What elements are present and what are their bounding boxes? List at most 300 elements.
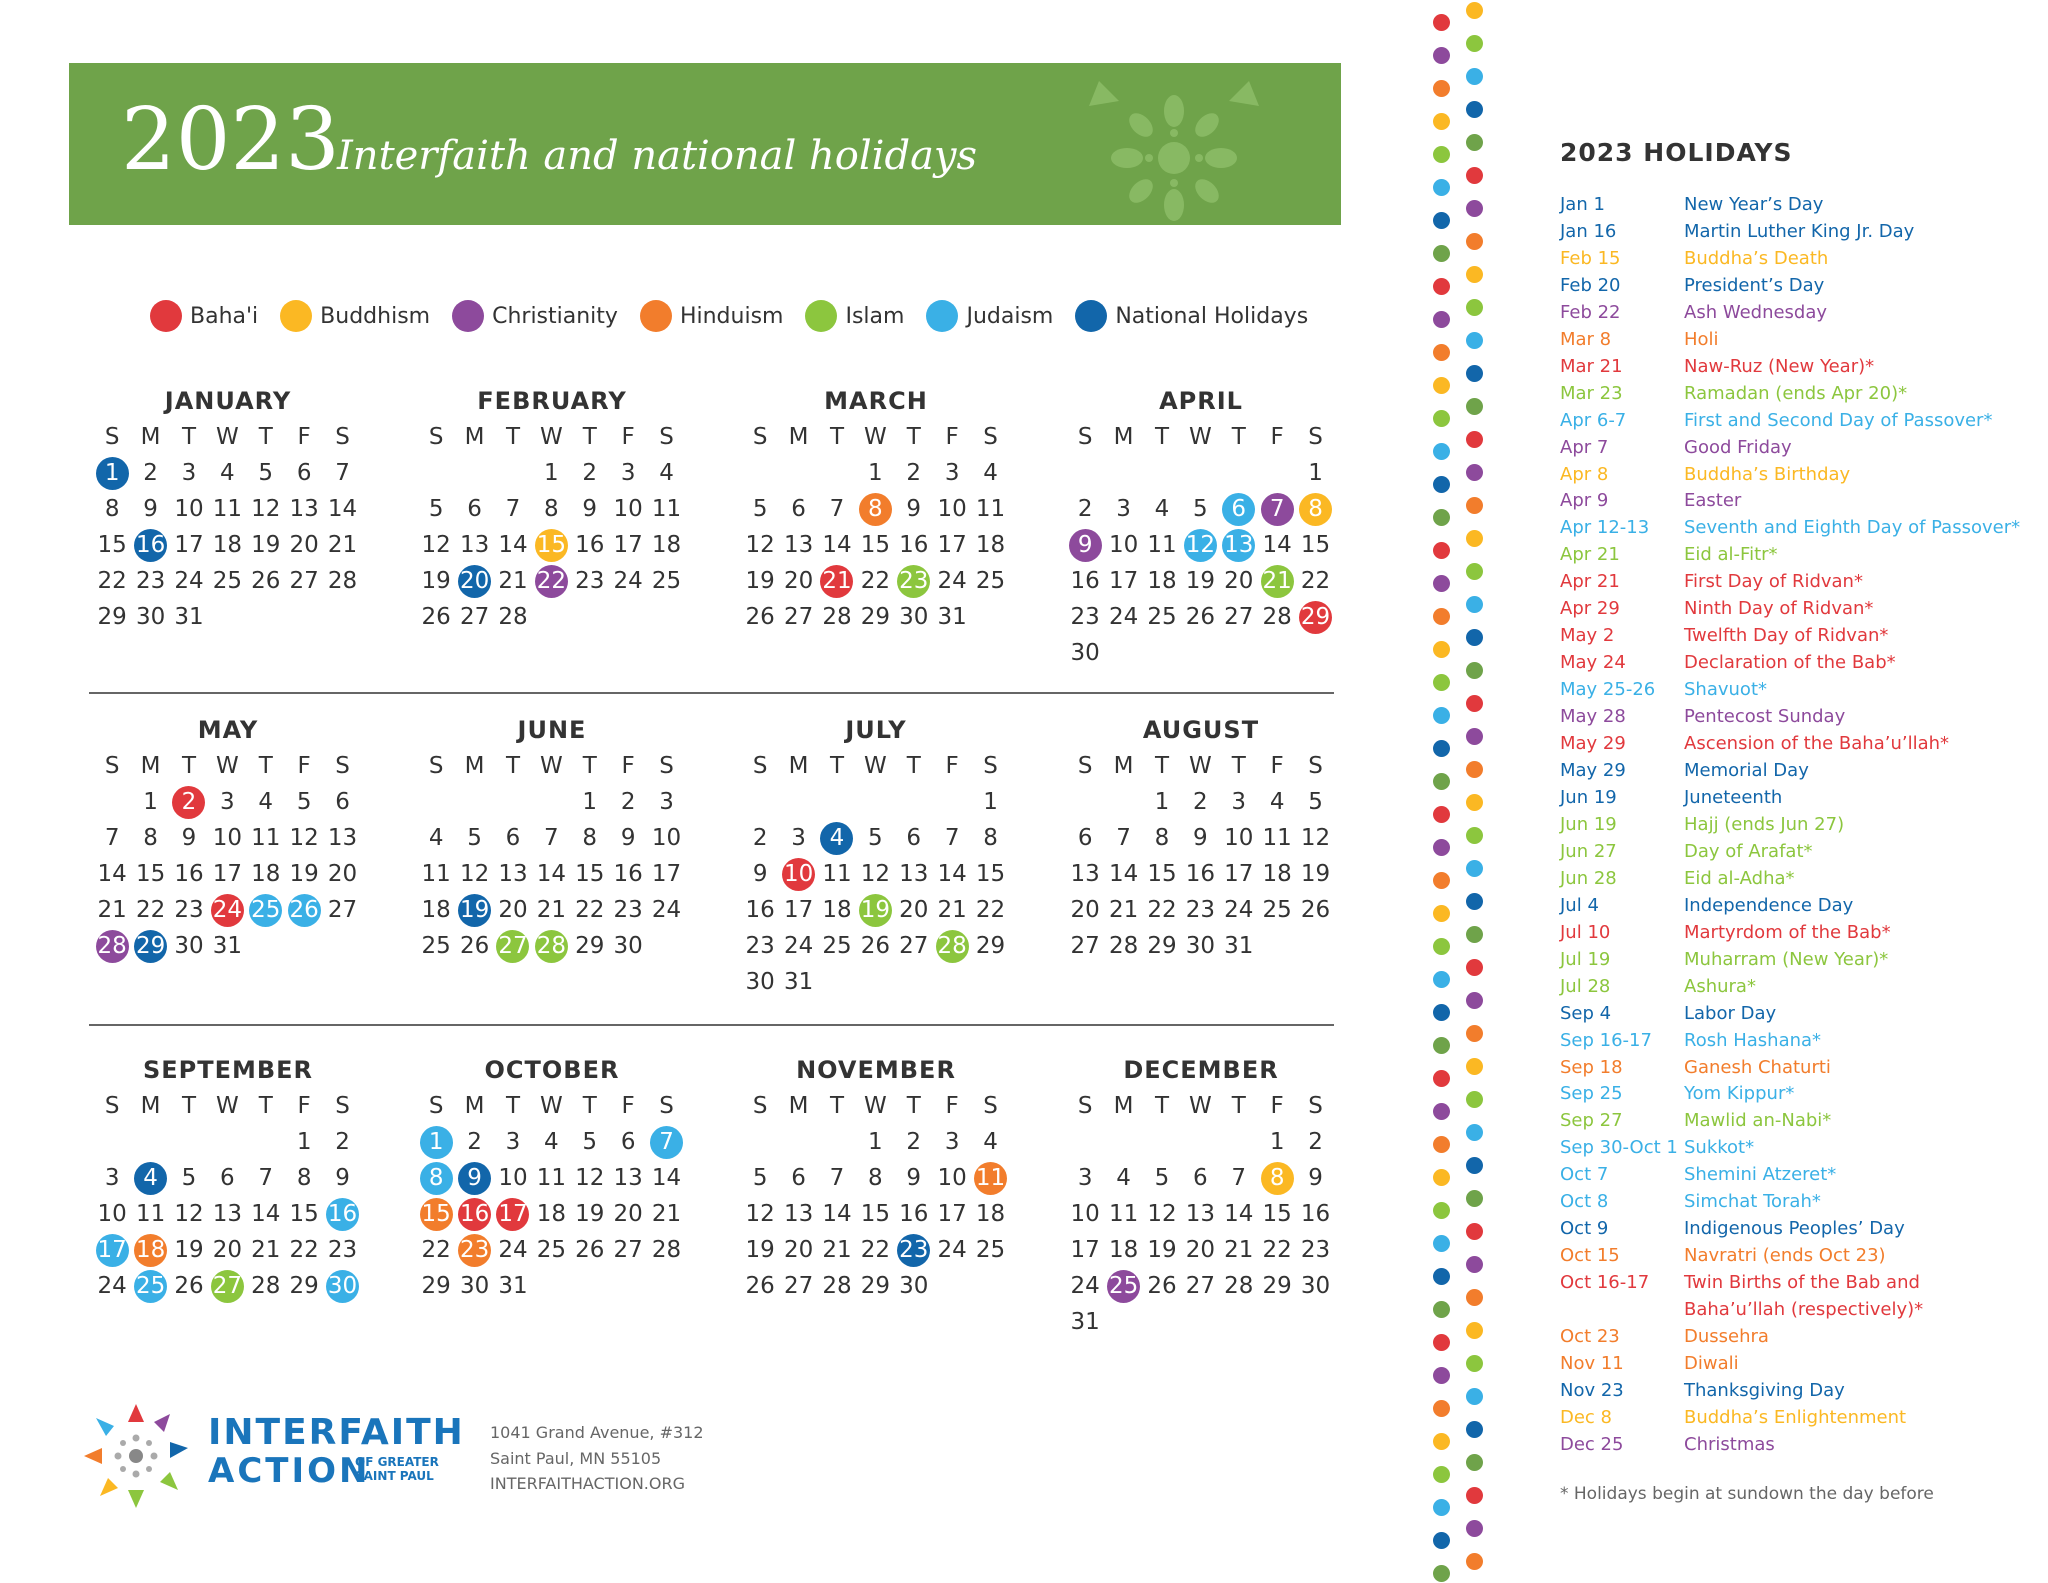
day-number: 12 — [745, 532, 775, 558]
day-number: 12 — [1147, 1201, 1177, 1227]
empty-day — [1066, 784, 1104, 820]
day-cell — [779, 856, 817, 892]
holiday-row — [1560, 1189, 2040, 1216]
weekday-header: F — [1270, 424, 1284, 450]
day-cell — [971, 1232, 1009, 1268]
decorative-dot — [1433, 1235, 1450, 1252]
day-number: 9 — [1193, 825, 1208, 851]
holiday-date: Apr 9 — [1560, 490, 1609, 512]
holiday-day-bahai: 10 — [782, 858, 815, 891]
day-number: 28 — [651, 1237, 682, 1263]
day-number: 5 — [181, 1165, 197, 1191]
day-cell — [532, 455, 570, 491]
day-cell — [779, 1268, 817, 1304]
day-cell — [571, 1124, 609, 1160]
day-cell — [1181, 1268, 1219, 1304]
day-cell — [285, 1232, 323, 1268]
holiday-day-buddhism: 8 — [1299, 493, 1332, 526]
day-cell — [455, 527, 493, 563]
holiday-row — [1560, 893, 2040, 920]
day-cell — [741, 599, 779, 635]
day-cell — [933, 491, 971, 527]
day-cell — [856, 856, 894, 892]
day-number: 25 — [421, 933, 451, 959]
day-number: 4 — [1154, 496, 1170, 522]
day-number: 10 — [498, 1165, 528, 1191]
holiday-date: Oct 7 — [1560, 1164, 1609, 1186]
day-number: 24 — [937, 1237, 967, 1263]
day-number: 11 — [822, 861, 852, 887]
day-cell — [285, 856, 323, 892]
day-number: 31 — [212, 933, 242, 959]
day-cell — [93, 820, 131, 856]
day-cell — [170, 1196, 208, 1232]
day-number: 6 — [791, 496, 806, 522]
day-cell — [609, 527, 647, 563]
day-cell — [571, 1232, 609, 1268]
holiday-name: Eid al-Adha* — [1684, 867, 1795, 889]
day-number: 17 — [783, 897, 814, 923]
decorative-dot — [1433, 773, 1450, 790]
day-number: 22 — [860, 568, 890, 594]
day-number: 3 — [944, 460, 960, 486]
decorative-dot — [1466, 1025, 1483, 1042]
weekday-header: S — [335, 753, 350, 779]
day-number: 29 — [1147, 933, 1177, 959]
day-cell — [208, 1160, 246, 1196]
day-cell — [208, 856, 246, 892]
decorative-dot — [1466, 35, 1483, 52]
day-cell — [285, 491, 323, 527]
day-cell — [1181, 599, 1219, 635]
day-number: 13 — [899, 861, 929, 887]
holiday-day-islam: 19 — [859, 894, 892, 927]
day-cell — [1104, 1232, 1142, 1268]
decorative-dot — [1466, 596, 1483, 613]
day-cell — [856, 1232, 894, 1268]
holiday-day-hinduism: 18 — [134, 1234, 167, 1267]
day-number: 5 — [428, 496, 444, 522]
day-number: 30 — [745, 969, 775, 995]
day-cell — [1296, 1124, 1334, 1160]
day-number: 7 — [944, 825, 960, 851]
day-number: 11 — [975, 496, 1006, 522]
day-cell — [647, 820, 685, 856]
decorative-dot — [1433, 1433, 1450, 1450]
holiday-date: May 28 — [1560, 706, 1626, 728]
holiday-name: Good Friday — [1684, 436, 1792, 458]
day-cell — [455, 491, 493, 527]
weekday-header: S — [659, 1093, 674, 1119]
day-cell — [895, 1160, 933, 1196]
day-cell — [1066, 1232, 1104, 1268]
holiday-name: Simchat Torah* — [1684, 1191, 1821, 1213]
day-number: 22 — [135, 897, 166, 923]
holiday-date: Apr 7 — [1560, 436, 1609, 458]
decorative-dot — [1433, 1004, 1450, 1021]
holiday-date: Feb 22 — [1560, 301, 1621, 323]
day-number: 6 — [220, 1165, 235, 1191]
decorative-dot — [1466, 2, 1483, 19]
empty-day — [494, 784, 532, 820]
holiday-name: First Day of Ridvan* — [1684, 571, 1863, 593]
day-cell — [247, 892, 285, 928]
holiday-day-hinduism: 23 — [458, 1234, 491, 1267]
day-number: 24 — [1224, 897, 1254, 923]
day-cell — [417, 563, 455, 599]
holiday-day-judaism: 16 — [326, 1198, 359, 1231]
day-number: 9 — [582, 496, 598, 522]
day-cell — [1296, 563, 1334, 599]
day-number: 5 — [582, 1129, 598, 1155]
holiday-row — [1560, 785, 2040, 812]
holiday-row — [1560, 192, 2040, 219]
day-cell — [1181, 820, 1219, 856]
day-cell — [247, 491, 285, 527]
decorative-dot — [1433, 344, 1450, 361]
legend-item-hinduism — [640, 300, 784, 332]
day-cell — [131, 784, 169, 820]
empty-day — [131, 1124, 169, 1160]
day-cell — [170, 455, 208, 491]
day-cell — [417, 820, 455, 856]
weekday-header: S — [983, 424, 998, 450]
day-cell — [494, 1268, 532, 1304]
day-cell — [1104, 491, 1142, 527]
day-cell — [417, 928, 455, 964]
day-number: 9 — [1308, 1165, 1323, 1191]
month-january — [93, 387, 363, 635]
day-number: 24 — [651, 897, 682, 923]
holiday-date: Jul 10 — [1560, 921, 1611, 943]
day-cell — [1296, 1196, 1334, 1232]
day-cell — [1220, 563, 1258, 599]
day-number: 17 — [937, 1201, 967, 1227]
holiday-day-national: 1 — [96, 457, 129, 490]
day-cell — [1143, 563, 1181, 599]
decorative-dot — [1466, 134, 1483, 151]
day-cell — [741, 1232, 779, 1268]
month-august — [1066, 716, 1336, 964]
day-number: 26 — [745, 604, 775, 630]
day-number: 19 — [1300, 861, 1331, 887]
day-cell — [417, 892, 455, 928]
title-banner — [69, 63, 1341, 225]
empty-day — [93, 784, 131, 820]
decorative-dot — [1433, 1301, 1450, 1318]
weekday-header: F — [945, 753, 959, 779]
day-number: 20 — [1070, 897, 1100, 923]
day-cell — [285, 527, 323, 563]
day-number: 5 — [1154, 1165, 1170, 1191]
holiday-date: Jun 19 — [1560, 786, 1617, 808]
day-cell — [285, 455, 323, 491]
holiday-date: Mar 8 — [1560, 328, 1612, 350]
month-october — [417, 1056, 687, 1304]
day-number: 6 — [1077, 825, 1093, 851]
holiday-name: President’s Day — [1684, 274, 1825, 296]
weekday-header: S — [335, 1093, 350, 1119]
empty-day — [1104, 1124, 1142, 1160]
weekday-header: T — [582, 1093, 597, 1119]
holiday-day-judaism: 7 — [650, 1126, 683, 1159]
decorative-dot — [1433, 1103, 1450, 1120]
decorative-dot — [1466, 1190, 1483, 1207]
day-cell — [1143, 892, 1181, 928]
day-cell — [609, 563, 647, 599]
day-number: 6 — [620, 1129, 636, 1155]
day-number: 2 — [467, 1129, 482, 1155]
day-cell — [1143, 599, 1181, 635]
day-cell — [208, 1268, 246, 1304]
day-cell — [417, 856, 455, 892]
weekday-header: S — [983, 753, 998, 779]
day-number: 15 — [1262, 1201, 1292, 1227]
day-cell — [1220, 1232, 1258, 1268]
holiday-name: Day of Arafat* — [1684, 840, 1813, 862]
day-number: 1 — [296, 1129, 312, 1155]
day-cell — [647, 563, 685, 599]
day-number: 3 — [505, 1129, 521, 1155]
decorative-dot — [1433, 1400, 1450, 1417]
day-cell — [1143, 784, 1181, 820]
day-number: 13 — [1185, 1201, 1215, 1227]
decorative-dot — [1433, 806, 1450, 823]
holiday-date: Jul 19 — [1560, 948, 1611, 970]
decorative-dot — [1433, 641, 1450, 658]
day-cell — [455, 599, 493, 635]
day-cell — [818, 527, 856, 563]
day-cell — [647, 856, 685, 892]
day-cell — [417, 599, 455, 635]
holiday-day-islam: 21 — [1261, 565, 1294, 598]
day-number: 7 — [544, 825, 559, 851]
decorative-dot — [1466, 68, 1483, 85]
day-cell — [1143, 928, 1181, 964]
holiday-date: Apr 21 — [1560, 544, 1620, 566]
holiday-row — [1560, 1351, 2040, 1378]
weekday-header: T — [181, 753, 196, 779]
day-number: 19 — [575, 1201, 605, 1227]
day-cell — [741, 1196, 779, 1232]
holiday-row — [1560, 1028, 2040, 1055]
day-cell — [131, 892, 169, 928]
day-cell — [1143, 856, 1181, 892]
day-cell — [532, 928, 570, 964]
day-cell — [1296, 599, 1334, 635]
day-number: 30 — [1185, 933, 1215, 959]
decorative-dot — [1466, 398, 1483, 415]
day-number: 10 — [1224, 825, 1254, 851]
day-number: 31 — [174, 604, 204, 630]
holiday-date: Nov 23 — [1560, 1379, 1624, 1401]
day-number: 3 — [1077, 1165, 1093, 1191]
month-title: SEPTEMBER — [142, 1056, 314, 1084]
decorative-dot — [1433, 575, 1450, 592]
buddhism-dot-icon — [280, 300, 312, 332]
day-number: 14 — [498, 532, 528, 558]
day-cell — [1143, 1232, 1181, 1268]
weekday-header: T — [181, 424, 196, 450]
holiday-name: Pentecost Sunday — [1684, 706, 1846, 728]
decorative-dot — [1433, 443, 1450, 460]
day-cell — [741, 1268, 779, 1304]
day-number: 3 — [659, 789, 674, 815]
day-cell — [609, 455, 647, 491]
day-number: 5 — [467, 825, 482, 851]
day-number: 1 — [868, 460, 883, 486]
day-cell — [208, 1232, 246, 1268]
day-number: 1 — [143, 789, 158, 815]
decorative-dot — [1433, 1565, 1450, 1582]
decorative-dot — [1466, 1553, 1483, 1570]
day-number: 17 — [1224, 861, 1254, 887]
decorative-dot — [1433, 1334, 1450, 1351]
day-number: 6 — [296, 460, 312, 486]
org-tagline-line2: SAINT PAUL — [355, 1468, 434, 1483]
day-number: 26 — [745, 1273, 775, 1299]
day-number: 28 — [1108, 933, 1139, 959]
day-cell — [170, 491, 208, 527]
empty-day — [208, 1124, 246, 1160]
holiday-row — [1560, 1297, 2040, 1324]
decorative-dot — [1433, 509, 1450, 526]
month-title: APRIL — [1159, 387, 1243, 415]
day-number: 30 — [1300, 1273, 1331, 1299]
day-cell — [247, 1160, 285, 1196]
holiday-row — [1560, 1432, 2040, 1459]
holiday-date: Jul 28 — [1560, 975, 1611, 997]
decorative-dot — [1466, 794, 1483, 811]
day-cell — [1220, 928, 1258, 964]
national-dot-icon — [1075, 300, 1107, 332]
day-number: 15 — [860, 532, 890, 558]
banner-year: 2023 — [121, 90, 340, 190]
holiday-name: Ascension of the Baha’u’llah* — [1684, 733, 1950, 755]
day-cell — [609, 1124, 647, 1160]
holiday-row — [1560, 327, 2040, 354]
decorative-dot — [1433, 1532, 1450, 1549]
day-number: 22 — [97, 568, 127, 594]
day-number: 28 — [251, 1273, 281, 1299]
weekday-header: S — [428, 424, 444, 450]
day-number: 25 — [975, 1237, 1006, 1263]
day-number: 27 — [289, 568, 319, 594]
day-number: 5 — [258, 460, 274, 486]
day-number: 11 — [251, 825, 281, 851]
day-number: 19 — [251, 532, 281, 558]
day-cell — [131, 599, 169, 635]
weekday-header: T — [906, 1093, 921, 1119]
day-cell — [170, 1232, 208, 1268]
day-cell — [285, 1268, 323, 1304]
holiday-name: Martyrdom of the Bab* — [1684, 921, 1891, 943]
day-number: 26 — [251, 568, 281, 594]
holiday-day-national: 20 — [458, 565, 491, 598]
day-number: 18 — [975, 1201, 1006, 1227]
day-number: 31 — [498, 1273, 528, 1299]
holiday-row — [1560, 866, 2040, 893]
decorative-dot — [1466, 992, 1483, 1009]
day-cell — [1066, 1196, 1104, 1232]
weekday-header: S — [428, 1093, 444, 1119]
day-number: 10 — [937, 1165, 967, 1191]
weekday-header: S — [752, 424, 768, 450]
decorative-dot — [1466, 266, 1483, 283]
day-number: 2 — [620, 789, 636, 815]
day-cell — [247, 856, 285, 892]
day-cell — [323, 892, 361, 928]
day-number: 14 — [651, 1165, 682, 1191]
day-cell — [856, 527, 894, 563]
day-cell — [1258, 892, 1296, 928]
judaism-dot-icon — [926, 300, 958, 332]
day-number: 18 — [421, 897, 451, 923]
day-cell — [455, 1160, 493, 1196]
day-number: 21 — [97, 897, 127, 923]
day-cell — [247, 455, 285, 491]
holiday-row — [1560, 1162, 2040, 1189]
legend-item-christianity — [452, 300, 618, 332]
day-cell — [1220, 784, 1258, 820]
day-number: 4 — [220, 460, 235, 486]
day-cell — [494, 892, 532, 928]
day-cell — [1143, 527, 1181, 563]
day-cell — [609, 928, 647, 964]
day-number: 10 — [937, 496, 967, 522]
day-cell — [741, 928, 779, 964]
day-cell — [170, 1160, 208, 1196]
holiday-date: Sep 27 — [1560, 1110, 1623, 1132]
decorative-dot — [1433, 179, 1450, 196]
month-title: MAY — [197, 716, 259, 744]
day-number: 2 — [582, 460, 598, 486]
holiday-row — [1560, 1405, 2040, 1432]
decorative-dot — [1433, 1499, 1450, 1516]
month-title: FEBRUARY — [477, 387, 627, 415]
day-number: 18 — [1108, 1237, 1139, 1263]
holiday-name: Baha’u’llah (respectively)* — [1684, 1299, 1924, 1321]
holiday-day-judaism: 25 — [134, 1270, 167, 1303]
legend-item-national — [1075, 300, 1308, 332]
day-cell — [170, 784, 208, 820]
legend-label: Baha'i — [190, 303, 259, 329]
holiday-date: Mar 21 — [1560, 355, 1623, 377]
day-cell — [971, 1124, 1009, 1160]
day-cell — [933, 928, 971, 964]
day-number: 19 — [745, 568, 775, 594]
day-number: 24 — [174, 568, 204, 594]
day-cell — [208, 455, 246, 491]
day-number: 15 — [1147, 861, 1177, 887]
day-number: 24 — [1070, 1273, 1100, 1299]
month-days-grid — [1066, 419, 1336, 671]
empty-day — [818, 784, 856, 820]
holiday-name: Buddha’s Death — [1684, 247, 1829, 269]
weekday-header: T — [1154, 753, 1169, 779]
day-cell — [933, 892, 971, 928]
weekday-header: M — [464, 424, 485, 450]
holiday-row — [1560, 569, 2040, 596]
day-cell — [1296, 491, 1334, 527]
holiday-row — [1560, 435, 2040, 462]
decorative-dot — [1466, 1157, 1483, 1174]
day-number: 23 — [327, 1237, 358, 1263]
decorative-dot — [1466, 728, 1483, 745]
day-cell — [1066, 635, 1104, 671]
weekday-header: W — [863, 424, 887, 450]
day-number: 11 — [651, 496, 682, 522]
